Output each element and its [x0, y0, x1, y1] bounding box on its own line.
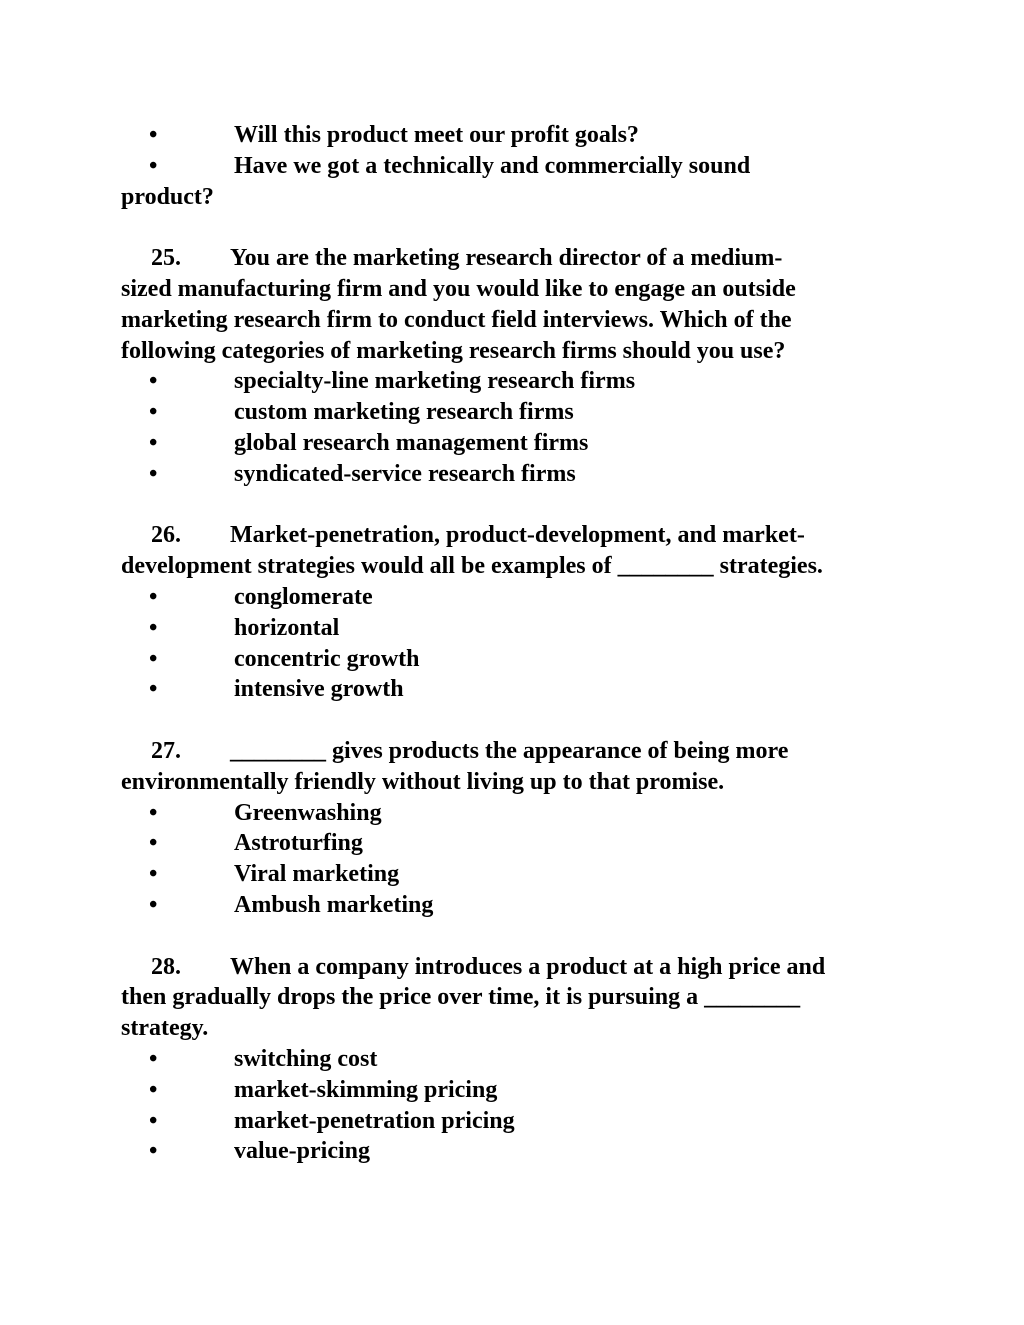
question-stem-line: following categories of marketing research firms should you use? [121, 337, 786, 364]
bullet-icon: • [149, 429, 158, 456]
question-stem-first-line [121, 736, 921, 767]
answer-option [121, 1106, 921, 1137]
question-number: 27. [151, 737, 181, 764]
bullet-icon: • [149, 830, 158, 857]
question-stem-line: marketing research firm to conduct field interviews. Which of the [121, 306, 792, 333]
bullet-icon: • [149, 152, 158, 179]
question-number: 25. [151, 245, 181, 272]
answer-option-text: Greenwashing [234, 799, 382, 826]
answer-option [121, 428, 921, 459]
question-stem-first-line [121, 952, 921, 983]
bullet-icon: • [149, 645, 158, 672]
intro-bullet-item [121, 151, 921, 182]
answer-option [121, 582, 921, 613]
question-number: 26. [151, 522, 181, 549]
answer-option [121, 674, 921, 705]
bullet-icon: • [149, 1045, 158, 1072]
bullet-icon: • [149, 1076, 158, 1103]
answer-option [121, 890, 921, 921]
answer-option [121, 613, 921, 644]
answer-option [121, 859, 921, 890]
spacer [121, 921, 921, 952]
question-stem-text: ________ gives products the appearance of being more [230, 737, 789, 764]
answer-option-text: value-pricing [234, 1138, 370, 1165]
question-stem-line: strategy. [121, 1015, 209, 1042]
document-page [121, 120, 921, 1167]
question-25 [121, 243, 921, 489]
answer-option [121, 397, 921, 428]
question-stem-text: When a company introduces a product at a high price and [230, 953, 826, 980]
answer-option-text: switching cost [234, 1045, 378, 1072]
question-stem-line: then gradually drops the price over time, it is pursuing a ________ [121, 984, 801, 1011]
question-stem-line: development strategies would all be examples of ________ strategies. [121, 553, 823, 580]
question-28 [121, 952, 921, 1168]
bullet-icon: • [149, 122, 158, 148]
bullet-icon: • [149, 583, 158, 610]
question-26 [121, 520, 921, 705]
bullet-icon: • [149, 1107, 158, 1134]
question-stem-text: Market-penetration, product-development, and market- [230, 522, 805, 549]
intro-continuation: product? [121, 183, 214, 210]
answer-option-text: specialty-line marketing research firms [234, 368, 636, 395]
bullet-icon: • [149, 399, 158, 426]
answer-option-text: market-skimming pricing [234, 1076, 498, 1103]
question-stem-text: You are the marketing research director of a medium- [230, 245, 783, 272]
question-27 [121, 736, 921, 921]
answer-option [121, 459, 921, 490]
answer-option-text: concentric growth [234, 645, 420, 672]
answer-option [121, 828, 921, 859]
spacer [121, 490, 921, 521]
answer-option-text: market-penetration pricing [234, 1107, 515, 1134]
answer-option-text: syndicated-service research firms [234, 460, 576, 487]
answer-option [121, 798, 921, 829]
answer-option-text: intensive growth [234, 676, 404, 703]
answer-option [121, 1136, 921, 1167]
answer-option [121, 1075, 921, 1106]
bullet-icon: • [149, 460, 158, 487]
intro-bullet-item [121, 120, 921, 151]
answer-option [121, 644, 921, 675]
bullet-icon: • [149, 676, 158, 703]
bullet-icon: • [149, 614, 158, 641]
question-number: 28. [151, 953, 181, 980]
bullet-icon: • [149, 799, 158, 826]
answer-option-text: global research management firms [234, 429, 589, 456]
intro-block [121, 120, 921, 212]
spacer [121, 212, 921, 243]
answer-option-text: Astroturfing [234, 830, 363, 857]
answer-option-text: Ambush marketing [234, 891, 434, 918]
spacer [121, 705, 921, 736]
question-stem-line: sized manufacturing firm and you would like to engage an outside [121, 275, 796, 302]
question-stem-line: environmentally friendly without living up to that promise. [121, 768, 725, 795]
bullet-icon: • [149, 891, 158, 918]
intro-bullet-text: Have we got a technically and commercially sound [234, 152, 751, 179]
answer-option-text: conglomerate [234, 583, 373, 610]
answer-option-text: horizontal [234, 614, 340, 641]
intro-bullet-text: Will this product meet our profit goals? [234, 122, 639, 148]
question-stem-first-line [121, 520, 921, 551]
bullet-icon: • [149, 368, 158, 395]
bullet-icon: • [149, 861, 158, 888]
answer-option [121, 1044, 921, 1075]
answer-option-text: Viral marketing [234, 861, 400, 888]
bullet-icon: • [149, 1138, 158, 1165]
question-stem-first-line [121, 243, 921, 274]
answer-option-text: custom marketing research firms [234, 399, 574, 426]
answer-option [121, 366, 921, 397]
